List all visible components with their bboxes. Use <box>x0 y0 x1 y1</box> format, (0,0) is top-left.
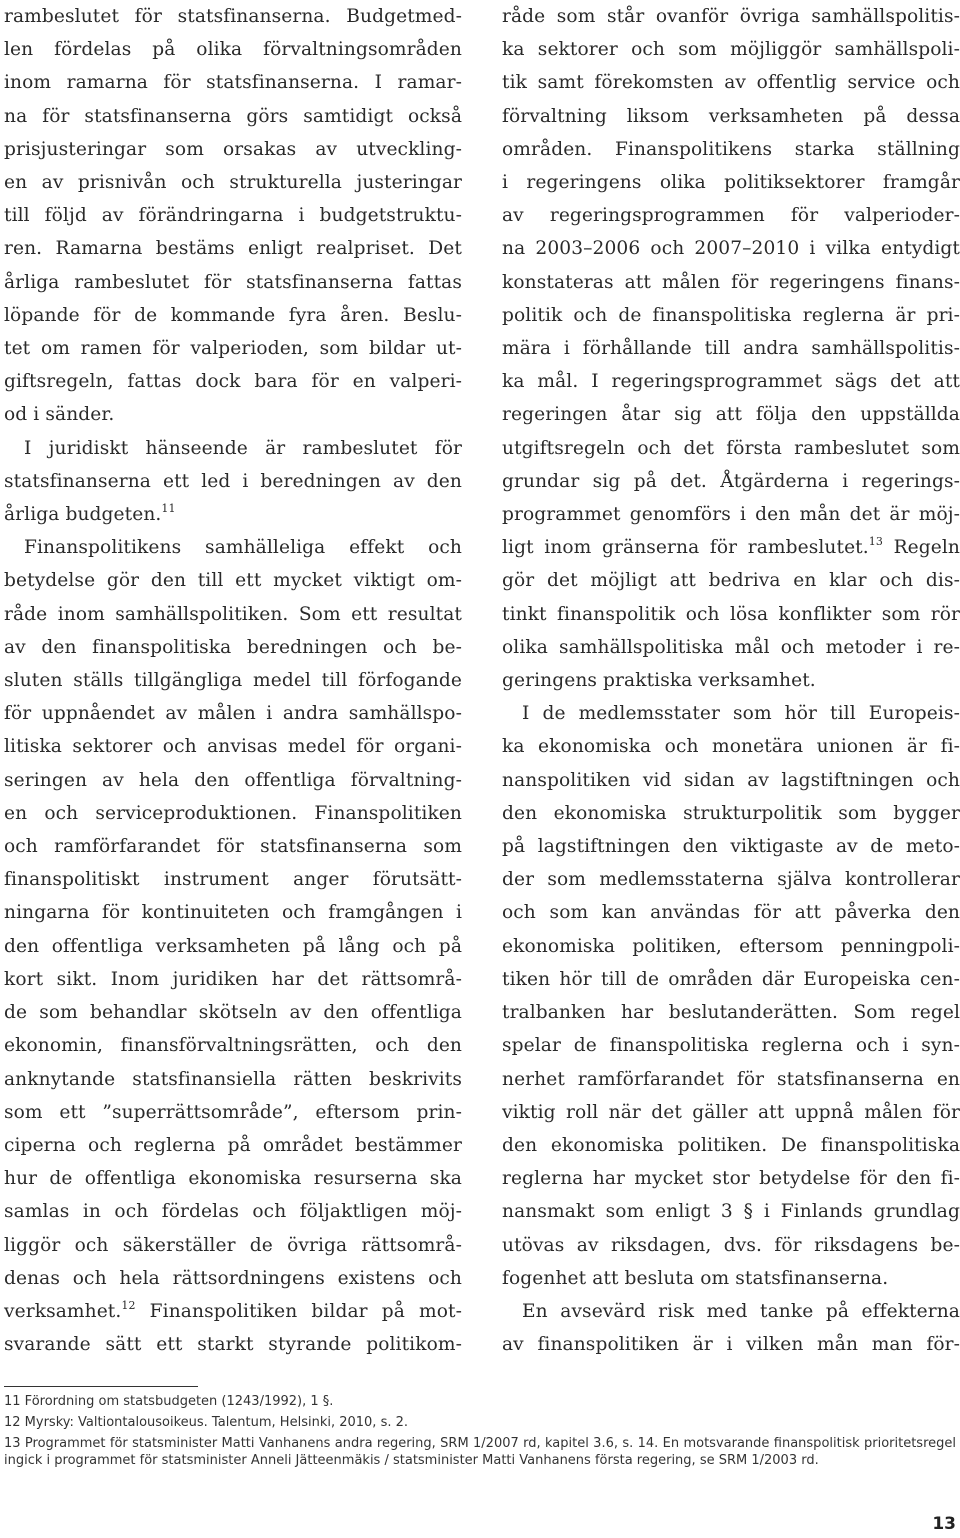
text-line: I juridiskt hänseende är rambeslutet för <box>24 437 462 459</box>
text-line: en och serviceproduktionen. Finanspolitiken <box>4 802 462 824</box>
text-line: ekonomin, finansförvaltningsrätten, och den <box>4 1035 462 1057</box>
text-line: sluten ställs tillgängliga medel till förfogande <box>4 670 462 692</box>
text-line: de som behandlar skötseln av den offentliga <box>4 1002 462 1024</box>
text-line: grundar sig på det. Åtgärderna i regerings- <box>502 470 960 492</box>
footnote-ref-12[interactable]: 12 <box>121 1298 136 1312</box>
text-line: statsfinanserna ett led i beredningen av den <box>4 470 462 492</box>
page-number: 13 <box>932 1514 956 1534</box>
text-line: liggör och säkerställer de övriga rättsområ- <box>4 1234 462 1256</box>
text-fragment: Regeln <box>882 537 960 559</box>
text-line: reglerna har mycket stor betydelse för den fi- <box>502 1168 960 1190</box>
text-line: anknytande statsfinansiella rätten beskrivits <box>4 1068 462 1090</box>
text-line: på lagstiftningen den viktigaste av de meto- <box>502 836 960 858</box>
text-line: prisjusteringar som orsakas av utveckling- <box>4 138 462 160</box>
right-column <box>502 0 960 1361</box>
footnote-divider <box>4 1386 198 1387</box>
text-line: utgiftsregeln och det första rambeslutet som <box>502 437 960 459</box>
text-line: för uppnåendet av målen i andra samhällspo- <box>4 703 462 725</box>
text-line: I de medlemsstater som hör till Europeis- <box>522 703 960 725</box>
text-line: geringens praktiska verksamhet. <box>502 670 816 692</box>
text-line: kort sikt. Inom juridiken har det rättsområ- <box>4 968 462 990</box>
footnote-ref-13[interactable]: 13 <box>868 535 883 549</box>
text-fragment: verksamhet. <box>4 1300 122 1322</box>
text-line: od i sänder. <box>4 404 115 426</box>
text-line: betydelse gör den till ett mycket viktigt om- <box>4 570 462 592</box>
text-line: tet om ramen för valperioden, som bildar ut- <box>4 338 462 360</box>
text-line: Finanspolitikens samhälleliga effekt och <box>24 537 462 559</box>
text-line: områden. Finanspolitikens starka ställning <box>502 138 960 160</box>
text-line: nanspolitiken vid sidan av lagstiftningen och <box>502 769 960 791</box>
text-line: löpande för de kommande fyra åren. Beslu- <box>4 304 462 326</box>
text-line: en av prisnivån och strukturella justeringar <box>4 172 462 194</box>
text-line: En avsevärd risk med tanke på effekterna <box>522 1300 960 1322</box>
text-line <box>4 498 462 531</box>
left-column <box>4 0 462 1361</box>
text-line: förvaltning liksom verksamheten på dessa <box>502 105 960 127</box>
text-fragment: Finanspolitiken bildar på mot- <box>135 1300 462 1322</box>
text-line: konstateras att målen för regeringens finans- <box>502 271 960 293</box>
text-line: olika samhällspolitiska mål och metoder i re- <box>502 636 960 658</box>
text-line: råde inom samhällspolitiken. Som ett resultat <box>4 603 462 625</box>
text-line: som ett ”superrättsområde”, eftersom prin- <box>4 1101 462 1123</box>
text-line: na 2003–2006 och 2007–2010 i vilka entydigt <box>502 238 960 260</box>
text-line <box>502 531 960 564</box>
text-line: fogenhet att besluta om statsfinanserna. <box>502 1267 889 1289</box>
text-line: finanspolitiskt instrument anger förutsätt- <box>4 869 462 891</box>
text-line: ka sektorer och som möjliggör samhällspoli- <box>502 39 960 61</box>
text-line: till följd av förändringarna i budgetstruktu- <box>4 205 462 227</box>
text-line: na för statsfinanserna görs samtidigt också <box>4 105 462 127</box>
text-line: årliga rambeslutet för statsfinanserna fattas <box>4 271 462 293</box>
text-line: av den finanspolitiska beredningen och be- <box>4 636 462 658</box>
text-line: utövas av riksdagen, dvs. för riksdagens be- <box>502 1234 960 1256</box>
text-line: rambeslutet för statsfinanserna. Budgetmed- <box>4 6 462 27</box>
footnote-12: 12 Myrsky: Valtiontalousoikeus. Talentum, Helsinki, 2010, s. 2. <box>4 1415 409 1430</box>
text-line: av regeringsprogrammen för valperioder- <box>502 205 960 227</box>
text-line: spelar de finanspolitiska reglerna och i syn- <box>502 1035 960 1057</box>
text-line: der som medlemsstaterna själva kontrollerar <box>502 869 960 891</box>
text-line: mära i förhållande till andra samhällspolitis- <box>502 338 960 360</box>
text-line: hur de offentliga ekonomiska resurserna ska <box>4 1168 462 1190</box>
text-line: giftsregeln, fattas dock bara för en valperi- <box>4 371 462 393</box>
footnote-11: 11 Förordning om statsbudgeten (1243/1992), 1 §. <box>4 1394 334 1409</box>
text-line: tiken hör till de områden där Europeiska cen- <box>502 968 960 990</box>
text-line: tik samt förekomsten av offentlig service och <box>502 72 960 94</box>
footnote-13: 13 Programmet för statsminister Matti Vanhanens andra regering, SRM 1/2007 rd, kapitel 3.6, s. 14. En motsvarande finanspolitisk prioritetsregel ingick i programmet för statsminister Anneli Jätteenmäkis / statsminister Matti Vanhanens första regering, se SRM 1/2003 rd. <box>4 1436 956 1468</box>
footnote-ref-11[interactable]: 11 <box>161 502 176 516</box>
text-line: samlas in och fördelas och följaktligen möj- <box>4 1201 462 1223</box>
text-line: len fördelas på olika förvaltningsområden <box>4 39 462 61</box>
text-line: tralbanken har beslutanderätten. Som regel <box>502 1002 960 1024</box>
text-line: ciperna och reglerna på området bestämmer <box>4 1134 462 1156</box>
text-line: denas och hela rättsordningens existens och <box>4 1267 462 1289</box>
text-line: ningarna för kontinuiteten och framgången i <box>4 902 462 924</box>
text-line: nansmakt som enligt 3 § i Finlands grundlag <box>502 1201 960 1223</box>
text-line: av finanspolitiken är i vilken mån man för- <box>502 1334 960 1356</box>
text-line: och som kan användas för att påverka den <box>502 902 960 924</box>
text-line: ren. Ramarna bestäms enligt realpriset. Det <box>4 238 462 260</box>
text-line: inom ramarna för statsfinanserna. I ramar- <box>4 72 462 94</box>
text-line: råde som står ovanför övriga samhällspolitis- <box>502 6 960 27</box>
text-fragment: ligt inom gränserna för rambeslutet. <box>502 537 869 559</box>
text-fragment: årliga budgeten. <box>4 504 162 526</box>
text-line: politik och de finanspolitiska reglerna är pri- <box>502 304 960 326</box>
text-line: ka ekonomiska och monetära unionen är fi- <box>502 736 960 758</box>
text-line: ka mål. I regeringsprogrammet sägs det att <box>502 371 960 393</box>
text-line <box>4 1295 462 1328</box>
text-line: viktig roll när det gäller att uppnå målen för <box>502 1101 960 1123</box>
text-line: regeringen åtar sig att följa den uppställda <box>502 404 960 426</box>
text-line: nerhet ramförfarandet för statsfinanserna en <box>502 1068 960 1090</box>
text-line: tinkt finanspolitik och lösa konflikter som rör <box>502 603 960 625</box>
text-line: ekonomiska politiken, eftersom penningpoli- <box>502 935 960 957</box>
text-line: seringen av hela den offentliga förvaltning- <box>4 769 462 791</box>
text-line: litiska sektorer och anvisas medel för organi- <box>4 736 462 758</box>
text-line: programmet genomförs i den mån det är möj- <box>502 504 960 526</box>
footnotes <box>4 1386 956 1473</box>
text-line: i regeringens olika politiksektorer framgår <box>502 172 960 194</box>
text-line: och ramförfarandet för statsfinanserna som <box>4 836 462 858</box>
text-line: den ekonomiska strukturpolitik som bygger <box>502 802 960 824</box>
text-line: den ekonomiska politiken. De finanspolitiska <box>502 1134 960 1156</box>
text-line: gör det möjligt att bedriva en klar och dis- <box>502 570 960 592</box>
text-line: den offentliga verksamheten på lång och på <box>4 935 462 957</box>
text-line: svarande sätt ett starkt styrande politikom- <box>4 1334 462 1356</box>
